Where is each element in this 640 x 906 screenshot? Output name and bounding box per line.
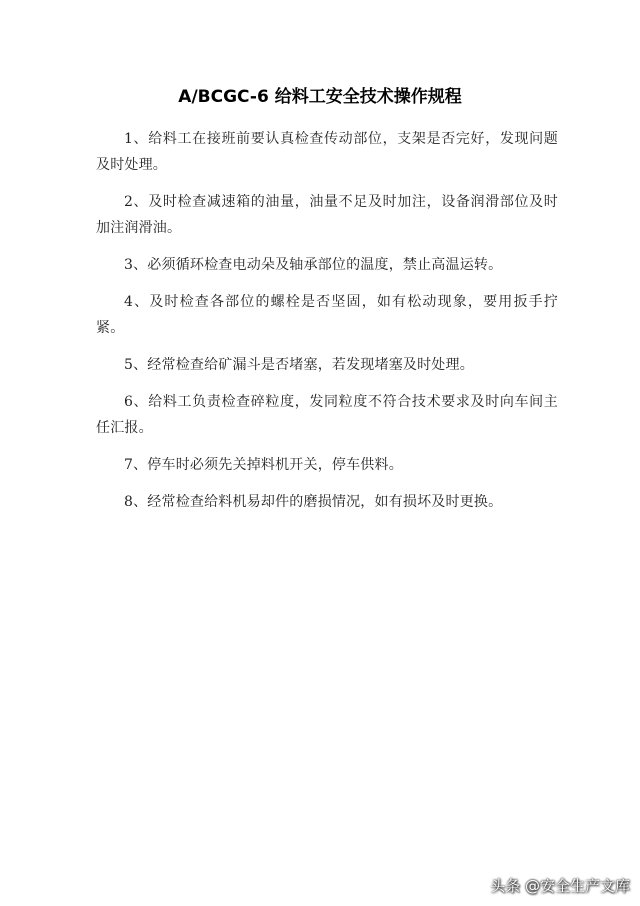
paragraph-5: 5、经常检查给矿漏斗是否堵塞，若发现堵塞及时处理。: [124, 357, 474, 373]
paragraph-7: 7、停车时必须先关掉料机开关，停车供料。: [124, 457, 403, 473]
paragraph-2: 2、及时检查减速箱的油量，油量不足及时加注，设备润滑部位及时加注润滑油。: [96, 194, 558, 236]
source-watermark: 头条 @安全生产文库: [490, 877, 630, 895]
paragraph-1: 1、给料工在接班前要认真检查传动部位，支架是否完好，发现问题及时处理。: [96, 131, 558, 173]
paragraph-8: 8、经常检查给料机易却件的磨损情况，如有损坏及时更换。: [124, 494, 503, 510]
paragraph-4: 4、及时检查各部位的螺栓是否坚固，如有松动现象，要用扳手拧紧。: [96, 294, 558, 336]
paragraph-3: 3、必须循环检查电动朵及轴承部位的温度，禁止高温运转。: [124, 257, 503, 273]
document-body: [96, 126, 558, 526]
paragraph-6: 6、给料工负责检查碎粒度，发同粒度不符合技术要求及时向车间主任汇报。: [96, 394, 558, 436]
document-title: A/BCGC-6 给料工安全技术操作规程: [178, 87, 462, 107]
